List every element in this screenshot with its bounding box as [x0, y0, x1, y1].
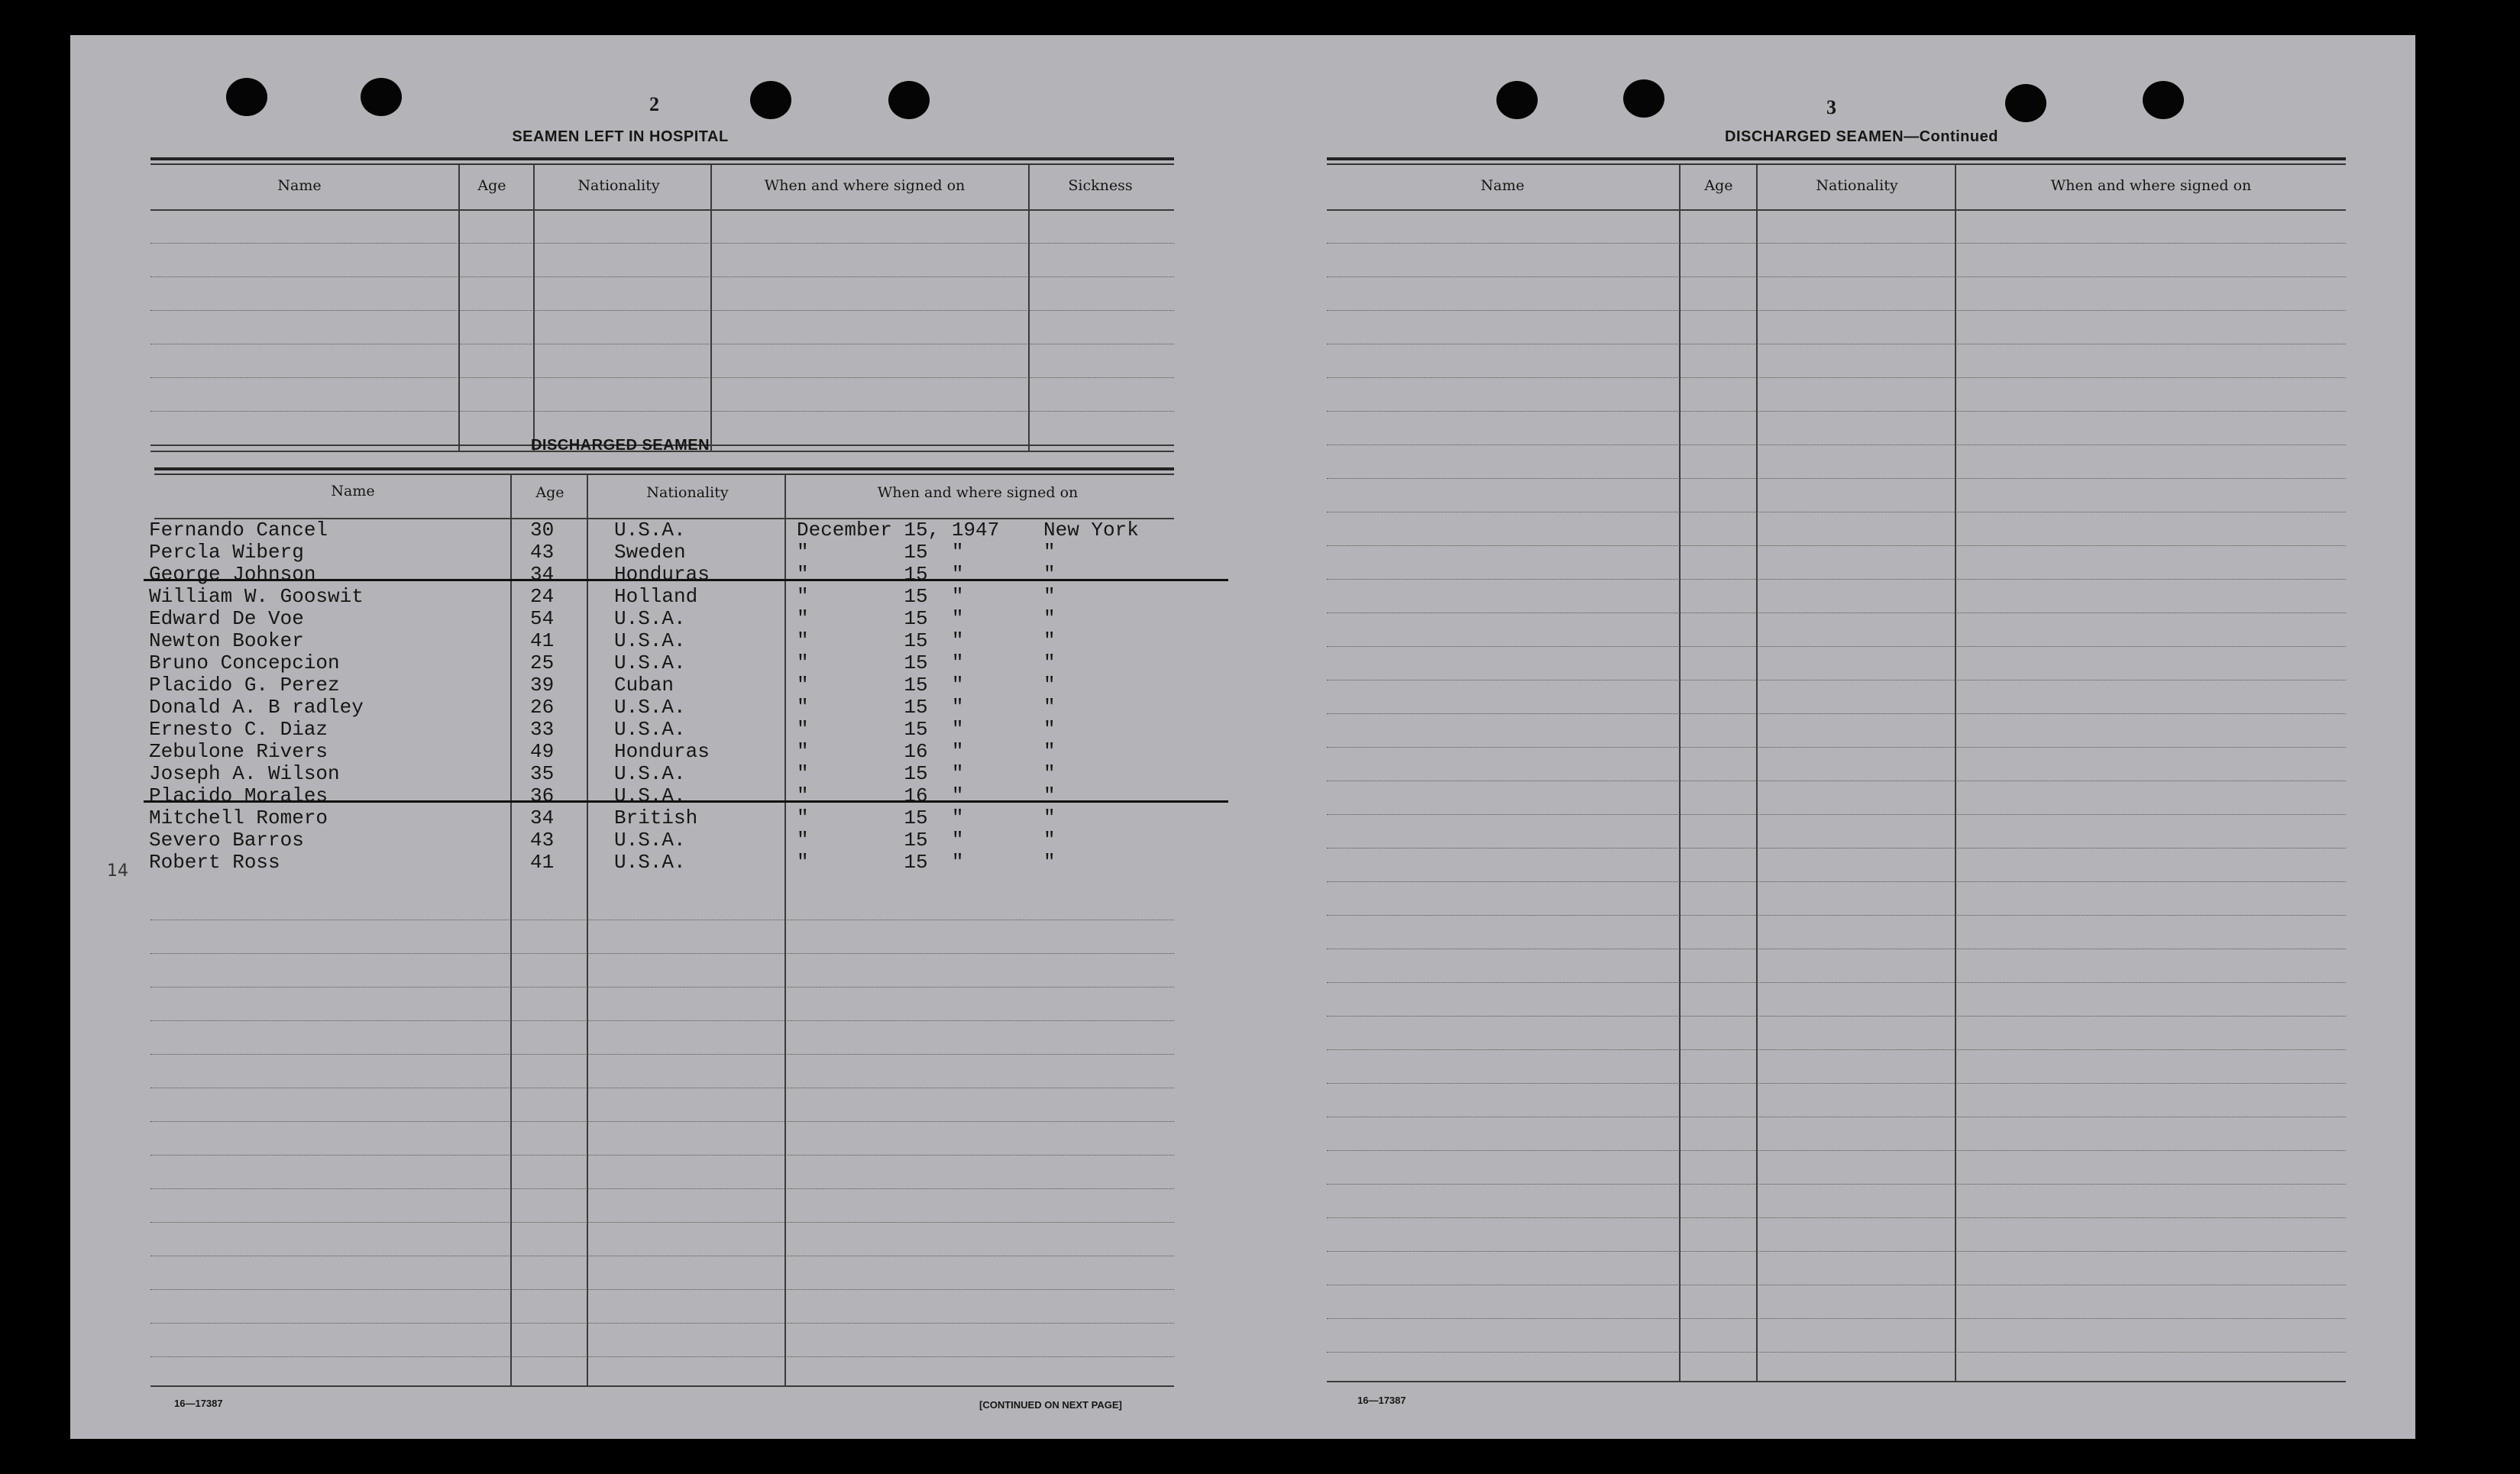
punch-hole — [2005, 84, 2046, 122]
table-row-name: Bruno Concepcion — [149, 651, 340, 674]
table-row-place: " — [1043, 851, 1056, 874]
discharged-col-name: Name — [331, 483, 375, 499]
form-number: 16—17387 — [174, 1398, 223, 1409]
continued-col-nationality: Nationality — [1816, 177, 1898, 194]
table-row-name: Mitchell Romero — [149, 806, 328, 829]
strike-through-line — [144, 800, 1228, 803]
table-row-name: Joseph A. Wilson — [149, 762, 340, 785]
table-row-age: 39 — [530, 674, 555, 697]
punch-hole — [1623, 79, 1664, 118]
punch-hole — [226, 78, 267, 116]
table-row-age: 54 — [530, 607, 555, 630]
table-row-date: December 15, 1947 — [797, 519, 1000, 541]
table-row-age: 34 — [530, 806, 555, 829]
table-row-name: Newton Booker — [149, 629, 304, 652]
table-row-age: 41 — [530, 851, 555, 874]
table-row-age: 43 — [530, 829, 555, 852]
form-number: 16—17387 — [1357, 1395, 1406, 1406]
table-row-age: 25 — [530, 651, 555, 674]
table-row-date: " 15 " — [797, 762, 964, 785]
hospital-col-signed-on: When and where signed on — [764, 177, 966, 194]
table-row-nationality: U.S.A. — [614, 629, 686, 652]
table-row-date: " 15 " — [797, 696, 964, 719]
table-row-place: " — [1043, 829, 1056, 852]
table-row-age: 33 — [530, 718, 555, 741]
discharged-section-title: DISCHARGED SEAMEN — [530, 437, 710, 454]
table-row-age: 30 — [530, 519, 555, 541]
discharged-col-signed-on: When and where signed on — [877, 484, 1079, 501]
table-row-age: 26 — [530, 696, 555, 719]
table-row-date: " 15 " — [797, 629, 964, 652]
table-row-name: Donald A. B radley — [149, 696, 364, 719]
table-row-place: " — [1043, 718, 1056, 741]
table-row-name: Percla Wiberg — [149, 541, 304, 564]
table-row-nationality: U.S.A. — [614, 784, 686, 807]
table-row-nationality: Holland — [614, 585, 698, 608]
table-row-name: Placido G. Perez — [149, 674, 340, 697]
table-row-name: Zebulone Rivers — [149, 740, 328, 763]
table-row-name: Edward De Voe — [149, 607, 304, 630]
discharged-continued-title: DISCHARGED SEAMEN—Continued — [1725, 128, 1998, 145]
table-row-place: " — [1043, 806, 1056, 829]
table-row-date: " 15 " — [797, 829, 964, 852]
table-row-nationality: British — [614, 806, 698, 829]
hospital-col-age: Age — [477, 177, 506, 194]
table-row-nationality: U.S.A. — [614, 696, 686, 719]
table-row-place: " — [1043, 651, 1056, 674]
table-row-name: Ernesto C. Diaz — [149, 718, 328, 741]
table-row-date: " 15 " — [797, 674, 964, 697]
table-row-nationality: U.S.A. — [614, 762, 686, 785]
punch-hole — [888, 81, 930, 119]
table-row-name: William W. Gooswit — [149, 585, 364, 608]
continued-col-signed-on: When and where signed on — [2050, 177, 2252, 194]
table-row-age: 43 — [530, 541, 555, 564]
discharged-col-age: Age — [535, 484, 564, 501]
hospital-title-rule — [150, 157, 1174, 165]
table-row-age: 34 — [530, 563, 555, 586]
table-row-nationality: U.S.A. — [614, 718, 686, 741]
table-row-date: " 15 " — [797, 806, 964, 829]
table-row-place: " — [1043, 674, 1056, 697]
continued-title-rule — [1327, 157, 2346, 165]
discharged-title-rule — [154, 467, 1174, 475]
table-row-nationality: Honduras — [614, 740, 710, 763]
table-row-date: " 15 " — [797, 585, 964, 608]
table-row-name: Placido Morales — [149, 784, 328, 807]
table-row-place: " — [1043, 585, 1056, 608]
table-row-age: 41 — [530, 629, 555, 652]
margin-note: 14 — [107, 861, 128, 881]
table-row-name: Severo Barros — [149, 829, 304, 852]
punch-hole — [750, 81, 791, 119]
hospital-header-rule — [150, 209, 1174, 211]
page-number: 2 — [649, 93, 659, 115]
table-row-date: " 16 " — [797, 740, 964, 763]
table-row-nationality: U.S.A. — [614, 829, 686, 852]
table-row-nationality: U.S.A. — [614, 851, 686, 874]
table-row-date: " 15 " — [797, 563, 964, 586]
continued-col-age: Age — [1704, 177, 1733, 194]
table-row-place: " — [1043, 541, 1056, 564]
table-row-nationality: Cuban — [614, 674, 674, 697]
table-row-nationality: U.S.A. — [614, 519, 686, 541]
table-row-name: George Johnson — [149, 563, 316, 586]
table-row-nationality: Sweden — [614, 541, 686, 564]
hospital-col-name: Name — [277, 177, 322, 194]
continued-col-name: Name — [1480, 177, 1525, 194]
page-number: 3 — [1826, 96, 1836, 118]
table-row-date: " 15 " — [797, 607, 964, 630]
continued-header-rule — [1327, 209, 2346, 211]
right-page — [1250, 35, 2415, 1439]
table-row-age: 49 — [530, 740, 555, 763]
table-row-place: " — [1043, 762, 1056, 785]
table-row-date: " 15 " — [797, 541, 964, 564]
hospital-section-title: SEAMEN LEFT IN HOSPITAL — [512, 128, 729, 145]
left-page — [70, 35, 1250, 1439]
table-row-place: " — [1043, 696, 1056, 719]
hospital-col-sickness: Sickness — [1068, 177, 1133, 194]
table-row-place: " — [1043, 607, 1056, 630]
table-row-nationality: U.S.A. — [614, 607, 686, 630]
table-row-place: " — [1043, 563, 1056, 586]
table-row-age: 36 — [530, 784, 555, 807]
table-row-nationality: U.S.A. — [614, 651, 686, 674]
table-row-place: " — [1043, 740, 1056, 763]
table-row-date: " 15 " — [797, 718, 964, 741]
punch-hole — [1496, 81, 1538, 119]
table-row-age: 35 — [530, 762, 555, 785]
discharged-col-nationality: Nationality — [646, 484, 729, 501]
table-row-date: " 16 " — [797, 784, 964, 807]
table-row-place: New York — [1043, 519, 1139, 541]
punch-hole — [361, 78, 402, 116]
table-row-age: 24 — [530, 585, 555, 608]
table-row-nationality: Honduras — [614, 563, 710, 586]
table-row-place: " — [1043, 784, 1056, 807]
table-row-date: " 15 " — [797, 651, 964, 674]
strike-through-line — [144, 579, 1228, 581]
continued-note: [CONTINUED ON NEXT PAGE] — [979, 1399, 1122, 1411]
punch-hole — [2143, 81, 2184, 119]
table-row-date: " 15 " — [797, 851, 964, 874]
table-row-place: " — [1043, 629, 1056, 652]
table-row-name: Fernando Cancel — [149, 519, 328, 541]
table-row-name: Robert Ross — [149, 851, 280, 874]
hospital-col-nationality: Nationality — [577, 177, 660, 194]
